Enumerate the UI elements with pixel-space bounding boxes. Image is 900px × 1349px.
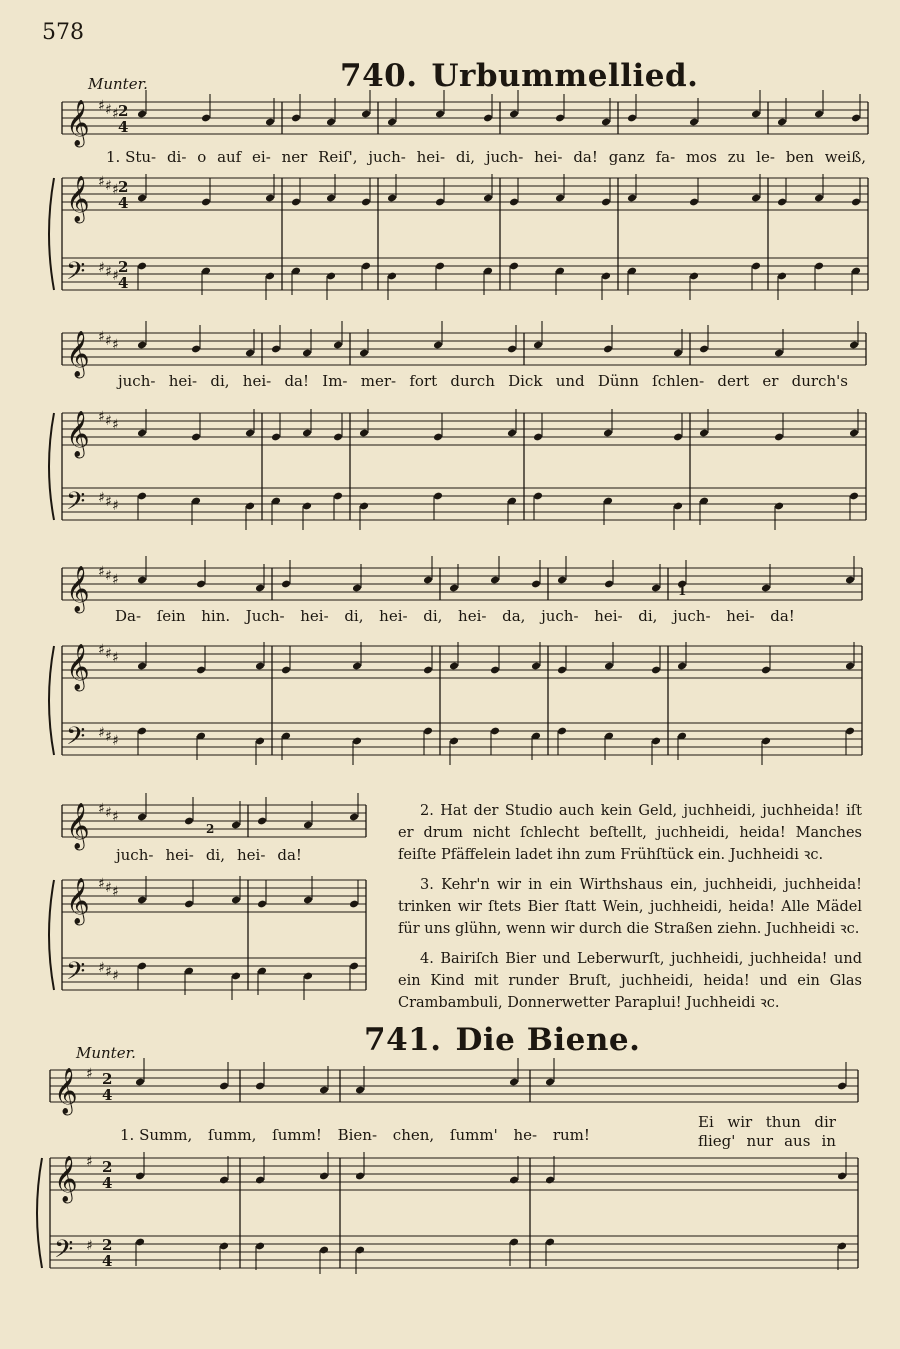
lyric-syllable: und — [555, 372, 585, 390]
lyric-syllable: Ei — [698, 1113, 714, 1131]
lyrics-system-3 — [115, 607, 795, 625]
lyric-syllable: zu — [727, 148, 746, 166]
sharp-icon: ♯ — [105, 494, 112, 510]
verse-3: 3. Kehr'n wir in ein Wirthshaus ein, juchheidi, juchheida! trinken wir ſtets Bier ſtatt Wein, juchheidi, heida! Alle Mädel für uns glühn, wenn wir durch die Straßen ziehn. Juchheidi ꝛc. — [398, 877, 862, 937]
lyrics-song2 — [120, 1126, 590, 1144]
bass-clef-icon: 𝄢 — [66, 257, 86, 292]
song-name: Die Biene. — [455, 1022, 641, 1058]
lyric-syllable: aus — [784, 1132, 811, 1150]
lyric-syllable: hei- — [168, 372, 198, 390]
lyric-syllable: hei- — [416, 148, 446, 166]
sharp-icon: ♯ — [112, 733, 119, 749]
lyric-syllable: ſumm, — [207, 1126, 257, 1144]
voice-staff — [62, 568, 862, 600]
brace-icon — [49, 178, 54, 290]
page-number: 578 — [42, 20, 84, 45]
lyric-syllable: ben — [785, 148, 814, 166]
lyric-syllable: hei- — [165, 846, 194, 864]
sharp-icon: ♯ — [86, 1154, 93, 1170]
piano-bass-staff — [62, 488, 866, 520]
treble-clef-icon: 𝄞 — [66, 176, 90, 222]
brace-icon — [49, 646, 54, 755]
lyric-syllable: in — [821, 1132, 836, 1150]
voice-staff — [62, 333, 866, 365]
lyric-syllable: hei- — [300, 607, 329, 625]
lyric-syllable: Dünn — [597, 372, 639, 390]
time-signature-bottom: 4 — [102, 1086, 113, 1104]
sharp-icon: ♯ — [105, 805, 112, 821]
sharp-icon: ♯ — [105, 964, 112, 980]
sharp-icon: ♯ — [86, 1066, 93, 1082]
lyric-syllable: durch — [450, 372, 495, 390]
lyric-syllable: Juch- — [245, 607, 285, 625]
sharp-icon: ♯ — [105, 413, 112, 429]
lyric-syllable: da, — [502, 607, 526, 625]
treble-clef-icon: 𝄞 — [54, 1068, 78, 1114]
lyric-syllable: di, — [344, 607, 364, 625]
verse-2: 2. Hat der Studio auch kein Geld, juchheidi, juchheida! iſt er drum nicht ſchlecht beſtellt, juchheidi, heida! Manches feiſte Pfäffelein ladet ihn zum Frühſtück ein. Juchheidi ꝛc. — [398, 803, 862, 863]
lyric-syllable: rum! — [552, 1126, 590, 1144]
time-signature-top: 2 — [118, 102, 129, 120]
lyric-syllable: dir — [814, 1113, 836, 1131]
tempo-marking: Munter. — [76, 1044, 136, 1062]
lyric-syllable: 1. Summ, — [120, 1126, 193, 1144]
lyric-syllable: juch- — [368, 148, 406, 166]
lyric-syllable: Dick — [508, 372, 543, 390]
lyric-syllable: fort — [409, 372, 438, 390]
sharp-icon: ♯ — [112, 268, 119, 284]
time-signature-top: 2 — [102, 1070, 113, 1088]
time-signature-top: 2 — [102, 1158, 113, 1176]
sharp-icon: ♯ — [98, 960, 105, 976]
first-ending-label: 1 — [678, 584, 687, 598]
voice-staff — [50, 1070, 858, 1102]
voice-staff — [62, 102, 868, 134]
sharp-icon: ♯ — [98, 409, 105, 425]
sharp-icon: ♯ — [112, 337, 119, 353]
sharp-icon: ♯ — [112, 650, 119, 666]
lyric-syllable: juch- — [485, 148, 524, 166]
piano-treble-staff — [62, 413, 866, 445]
lyric-syllable: di- — [166, 148, 187, 166]
lyrics-system-4 — [116, 846, 302, 864]
lyrics-song2-alt-lower — [698, 1132, 836, 1150]
lyric-syllable: flieg' — [698, 1132, 736, 1150]
lyric-syllable: di, — [638, 607, 658, 625]
sharp-icon: ♯ — [98, 642, 105, 658]
sharp-icon: ♯ — [98, 801, 105, 817]
treble-clef-icon: 𝄞 — [66, 566, 90, 612]
lyric-syllable: he- — [513, 1126, 538, 1144]
sharp-icon: ♯ — [98, 564, 105, 580]
lyrics-song2-alt-upper — [698, 1113, 836, 1131]
piano-treble-staff — [62, 646, 862, 678]
sharp-icon: ♯ — [105, 333, 112, 349]
sharp-icon: ♯ — [105, 264, 112, 280]
bass-clef-icon: 𝄢 — [54, 1235, 74, 1270]
sharp-icon: ♯ — [112, 417, 119, 433]
piano-bass-staff — [50, 1236, 858, 1268]
lyric-syllable: Bien- — [337, 1126, 378, 1144]
brace-icon — [49, 413, 54, 520]
lyric-syllable: hei- — [534, 148, 563, 166]
lyric-syllable: wir — [727, 1113, 753, 1131]
lyric-syllable: ei- — [252, 148, 271, 166]
treble-clef-icon: 𝄞 — [66, 411, 90, 457]
sharp-icon: ♯ — [98, 490, 105, 506]
lyric-syllable: le- — [756, 148, 775, 166]
treble-clef-icon: 𝄞 — [66, 331, 90, 377]
time-signature-bottom: 4 — [118, 274, 129, 292]
lyric-syllable: juch- — [116, 846, 154, 864]
tempo-marking: Munter. — [88, 75, 148, 93]
lyric-syllable: da! — [770, 607, 795, 625]
lyric-syllable: hei- — [726, 607, 755, 625]
additional-verses — [398, 800, 862, 1022]
song-number: 741. — [364, 1022, 442, 1058]
sharp-icon: ♯ — [98, 174, 105, 190]
lyric-syllable: Reiſ', — [318, 148, 358, 166]
sharp-icon: ♯ — [105, 646, 112, 662]
treble-clef-icon: 𝄞 — [66, 803, 90, 849]
lyric-syllable: mos — [686, 148, 717, 166]
lyric-syllable: dert — [717, 372, 750, 390]
bass-clef-icon: 𝄢 — [66, 957, 86, 992]
sharp-icon: ♯ — [105, 880, 112, 896]
lyric-syllable: da! — [277, 846, 302, 864]
lyric-syllable: hei- — [236, 846, 266, 864]
sharp-icon: ♯ — [112, 968, 119, 984]
sharp-icon: ♯ — [112, 809, 119, 825]
lyric-syllable: o — [197, 148, 207, 166]
lyric-syllable: hei- — [458, 607, 487, 625]
lyric-syllable: thun — [765, 1113, 801, 1131]
brace-icon — [37, 1158, 42, 1268]
time-signature-bottom: 4 — [102, 1174, 113, 1192]
time-signature-top: 2 — [118, 258, 129, 276]
lyric-syllable: chen, — [392, 1126, 435, 1144]
treble-clef-icon: 𝄞 — [66, 878, 90, 924]
sharp-icon: ♯ — [112, 182, 119, 198]
sharp-icon: ♯ — [105, 729, 112, 745]
lyric-syllable: fa- — [655, 148, 676, 166]
lyric-syllable: ſein — [156, 607, 186, 625]
time-signature-bottom: 4 — [102, 1252, 113, 1270]
sharp-icon: ♯ — [112, 572, 119, 588]
lyric-syllable: hei- — [379, 607, 408, 625]
time-signature-bottom: 4 — [118, 118, 129, 136]
bass-clef-icon: 𝄢 — [66, 722, 86, 757]
lyric-syllable: da! — [573, 148, 598, 166]
bass-clef-icon: 𝄢 — [66, 487, 86, 522]
lyric-syllable: Im- — [322, 372, 348, 390]
lyric-syllable: 1. Stu- — [106, 148, 157, 166]
sharp-icon: ♯ — [98, 98, 105, 114]
lyric-syllable: juch- — [118, 372, 156, 390]
brace-icon — [49, 880, 54, 990]
lyric-syllable: di, — [455, 148, 476, 166]
piano-bass-staff — [62, 723, 862, 755]
lyric-syllable: auf — [217, 148, 242, 166]
sharp-icon: ♯ — [105, 178, 112, 194]
sharp-icon: ♯ — [112, 498, 119, 514]
sharp-icon: ♯ — [98, 329, 105, 345]
piano-treble-staff — [62, 178, 868, 210]
song-name: Urbummellied. — [431, 58, 699, 94]
lyric-syllable: nur — [746, 1132, 773, 1150]
sharp-icon: ♯ — [105, 568, 112, 584]
lyric-syllable: mer- — [360, 372, 397, 390]
sharp-icon: ♯ — [98, 876, 105, 892]
lyric-syllable: ner — [281, 148, 308, 166]
lyric-syllable: hei- — [594, 607, 623, 625]
time-signature-bottom: 4 — [118, 194, 129, 212]
treble-clef-icon: 𝄞 — [66, 644, 90, 690]
lyric-syllable: Da- — [115, 607, 142, 625]
lyric-syllable: ſumm! — [272, 1126, 322, 1144]
lyric-syllable: di, — [210, 372, 230, 390]
lyrics-system-1 — [106, 148, 866, 166]
lyric-syllable: di, — [423, 607, 443, 625]
piano-bass-staff — [62, 258, 868, 290]
treble-clef-icon: 𝄞 — [66, 100, 90, 146]
song-number: 740. — [340, 58, 418, 94]
lyric-syllable: weiß, — [824, 148, 866, 166]
second-ending-label: 2 — [206, 822, 215, 836]
lyric-syllable: hin. — [201, 607, 231, 625]
lyric-syllable: juch- — [541, 607, 579, 625]
lyric-syllable: er — [762, 372, 779, 390]
sharp-icon: ♯ — [98, 260, 105, 276]
verse-4: 4. Bairiſch Bier und Leberwurſt, juchheidi, juchheida! und ein Kind mit runder Bruſt, juchheidi, heida! und ein Glas Crambambuli, Donnerwetter Paraplui! Juchheidi ꝛc. — [398, 951, 862, 1011]
lyric-syllable: di, — [205, 846, 225, 864]
sharp-icon: ♯ — [98, 725, 105, 741]
lyric-syllable: juch- — [673, 607, 711, 625]
song-title-741 — [364, 1022, 640, 1058]
lyrics-system-2 — [118, 372, 848, 390]
lyric-syllable: durch's — [791, 372, 848, 390]
lyric-syllable: ſchlen- — [652, 372, 705, 390]
time-signature-top: 2 — [102, 1236, 113, 1254]
lyric-syllable: ſumm' — [449, 1126, 498, 1144]
lyric-syllable: da! — [284, 372, 310, 390]
lyric-syllable: ganz — [608, 148, 645, 166]
sharp-icon: ♯ — [105, 102, 112, 118]
lyric-syllable: hei- — [242, 372, 272, 390]
sharp-icon: ♯ — [86, 1238, 93, 1254]
sharp-icon: ♯ — [112, 106, 119, 122]
sharp-icon: ♯ — [112, 884, 119, 900]
piano-treble-staff — [50, 1158, 858, 1190]
time-signature-top: 2 — [118, 178, 129, 196]
treble-clef-icon: 𝄞 — [54, 1156, 78, 1202]
